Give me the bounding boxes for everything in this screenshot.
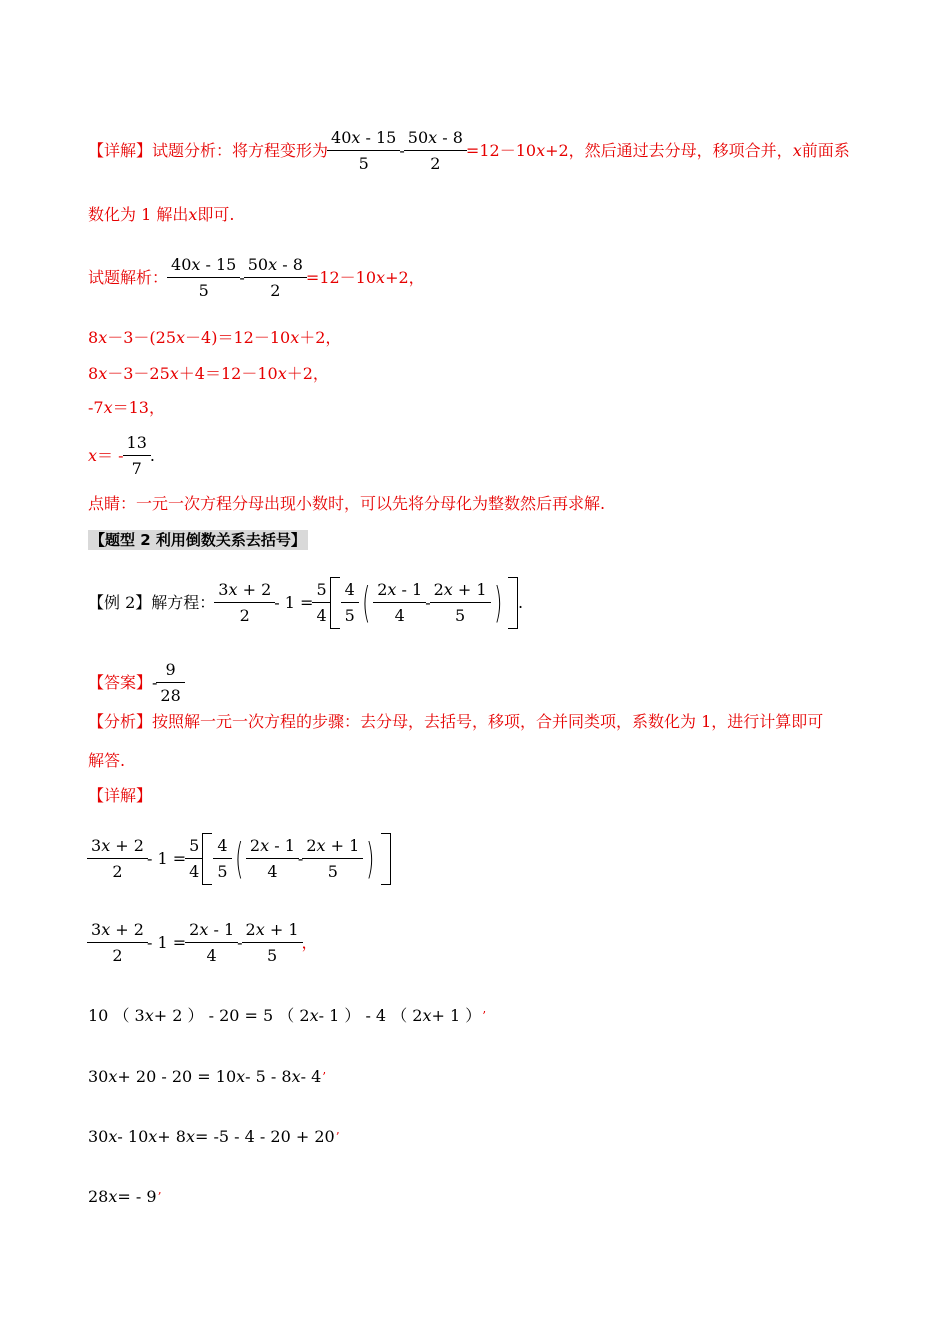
fraction: $\frac{3x + 2}{2}$ — [89, 920, 146, 966]
fraction: $\frac{9}{28}$ — [158, 660, 182, 706]
fraction: $\frac{4}{5}$ — [343, 580, 357, 626]
step-5: 30 x - 10 x + 8 x = -5 - 4 - 20 + 20 ’ — [88, 1127, 340, 1146]
answer-line: 【答案】 - $\frac{9}{28}$ — [88, 660, 184, 706]
fraction: $\frac{5}{4}$ — [314, 580, 328, 626]
step-2: $\frac{3x + 2}{2}$ - 1 = $\frac{2x - 1}{4}$ - $\frac{2x + 1}{5}$ ， — [88, 920, 318, 966]
fraction: $\frac{4}{5}$ — [215, 836, 229, 882]
solution-line-1: 试题解析： $\frac{40x - 15}{5}$ - $\frac{50x - 8}{2}$ =12－10 x +2， — [88, 255, 425, 300]
left-bracket — [202, 833, 212, 885]
solution-line-4: -7 x ＝13， — [88, 398, 165, 417]
solution-result: x ＝ - $\frac{13}{7}$ . — [88, 433, 155, 478]
step-4: 30 x + 20 - 20 = 10 x - 5 - 8 x - 4 ’ — [88, 1067, 327, 1086]
fraction: $\frac{2x + 1}{5}$ — [244, 920, 301, 966]
solution-line-3: 8 x －3－25 x ＋4＝12－10 x ＋2， — [88, 364, 329, 383]
fraction: $\frac{13}{7}$ — [125, 433, 149, 479]
example-2-line: 【例 2】解方程： $\frac{3x + 2}{2}$ - 1 = $\frac{5}{4}$ $\frac{4}{5}$ ( $\frac{2x - 1}{4}$ - $\frac{2x + 1}{5}$ ) . — [88, 578, 524, 627]
fraction: $\frac{40x - 15}{5}$ — [329, 128, 398, 174]
fraction: $\frac{2x - 1}{4}$ — [248, 836, 297, 882]
analysis-line-1: 【分析】按照解一元一次方程的步骤：去分母，去括号，移项，合并同类项，系数化为 1，进行计算即可 — [88, 712, 824, 731]
fraction: $\frac{2x - 1}{4}$ — [187, 920, 236, 966]
fraction: $\frac{5}{4}$ — [187, 836, 201, 882]
right-bracket — [508, 577, 518, 629]
fraction: $\frac{2x - 1}{4}$ — [375, 580, 424, 626]
detail-line-2: 数化为 1 解出 x 即可. — [88, 205, 235, 224]
fraction: $\frac{2x + 1}{5}$ — [304, 836, 361, 882]
step-1: $\frac{3x + 2}{2}$ - 1 = $\frac{5}{4}$ $\frac{4}{5}$ ( $\frac{2x - 1}{4}$ - $\frac{2x + 1}{5}$ ) — [88, 833, 391, 885]
fraction: $\frac{40x - 15}{5}$ — [169, 255, 238, 301]
step-3: 10 （ 3 x + 2 ） - 20 = 5 （ 2 x - 1 ） - 4 （ 2 x + 1 ） ’ — [88, 1006, 487, 1025]
analysis-line-2: 解答. — [88, 751, 126, 770]
detail-line-1: 【详解】 试题分析：将方程变形为 $\frac{40x - 15}{5}$ - $\frac{50x - 8}{2}$ =12－10 x +2，然后通过去分母，移项合并， x 前面系 — [88, 128, 850, 173]
fraction: $\frac{3x + 2}{2}$ — [216, 580, 273, 626]
fraction: $\frac{2x + 1}{5}$ — [432, 580, 489, 626]
detail-heading: 【详解】 — [88, 141, 153, 160]
fraction: $\frac{3x + 2}{2}$ — [89, 836, 146, 882]
step-6: 28 x = - 9 ’ — [88, 1187, 162, 1206]
detail-heading-2: 【详解】 — [88, 786, 153, 805]
fraction: $\frac{50x - 8}{2}$ — [246, 255, 305, 301]
tip-line: 点睛：一元一次方程分母出现小数时，可以先将分母化为整数然后再求解. — [88, 494, 606, 513]
analysis-lead: 试题分析：将方程变形为 — [152, 141, 329, 160]
left-bracket — [330, 577, 340, 629]
section-heading: 【题型 2 利用倒数关系去括号】 — [90, 531, 306, 549]
right-bracket — [381, 833, 391, 885]
fraction: $\frac{50x - 8}{2}$ — [406, 128, 465, 174]
solution-line-2: 8 x －3－(25 x －4)＝12－10 x ＋2， — [88, 328, 342, 347]
